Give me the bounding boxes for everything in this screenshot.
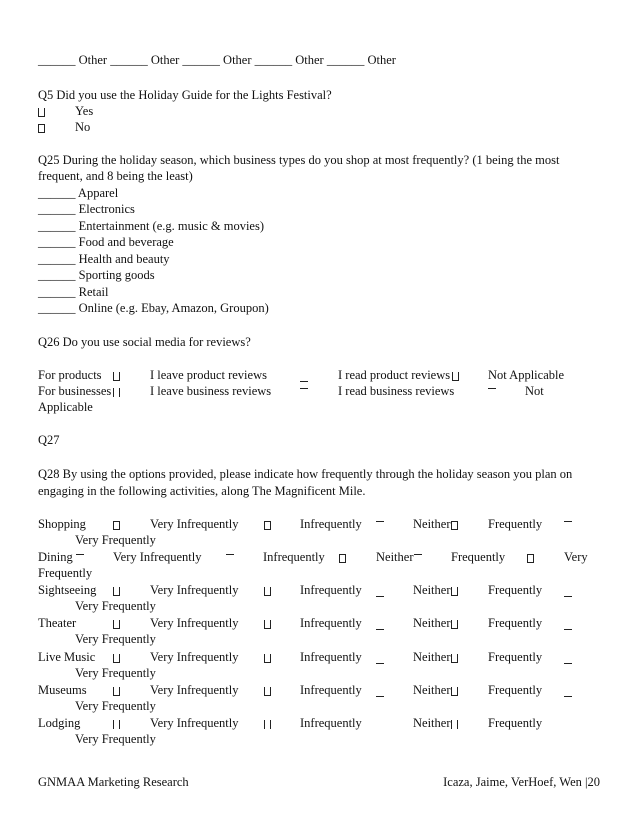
scale-label: Frequently — [488, 517, 543, 531]
scale-label: Very Infrequently — [150, 650, 239, 664]
activity-label: Theater — [38, 616, 77, 630]
shopping-infrequently-checkbox[interactable] — [264, 517, 271, 533]
q26-businesses-read-checkbox[interactable] — [300, 380, 308, 396]
scale-label: Infrequently — [300, 650, 362, 664]
scale-label: Infrequently — [300, 683, 362, 697]
scale-label: Infrequently — [300, 716, 362, 730]
scale-label: Very — [564, 550, 588, 564]
activity-label: Sightseeing — [38, 583, 97, 597]
museums-very-frequently-checkbox[interactable] — [564, 682, 572, 698]
scale-label: Frequently — [488, 683, 543, 697]
q26-businesses-read-label: I read business reviews — [338, 384, 455, 398]
q5-yes-checkbox[interactable] — [38, 104, 45, 120]
scale-label: Very Frequently — [75, 533, 156, 547]
sightseeing-very-frequently-checkbox[interactable] — [564, 582, 572, 598]
lodging-infrequently-checkbox[interactable] — [264, 716, 271, 732]
footer-left: GNMAA Marketing Research — [38, 775, 189, 789]
q25-item-retail: ______ Retail — [38, 285, 109, 299]
scale-label: Very Infrequently — [150, 517, 239, 531]
theater-frequently-checkbox[interactable] — [451, 616, 458, 632]
q25-item-health: ______ Health and beauty — [38, 252, 170, 266]
scale-label: Frequently — [488, 716, 543, 730]
footer-right: Icaza, Jaime, VerHoef, Wen |20 — [443, 775, 600, 789]
scale-label: Very Infrequently — [113, 550, 202, 564]
q27-question: Q27 — [38, 433, 60, 447]
dining-very-infrequently-checkbox[interactable] — [76, 546, 84, 562]
sightseeing-frequently-checkbox[interactable] — [451, 583, 458, 599]
q25-item-food: ______ Food and beverage — [38, 235, 174, 249]
activity-label: Live Music — [38, 650, 96, 664]
q25-item-online: ______ Online (e.g. Ebay, Amazon, Groupon) — [38, 301, 269, 315]
other-blanks-line: ______ Other ______ Other ______ Other ______ Other ______ Other — [38, 53, 396, 67]
sightseeing-very-infrequently-checkbox[interactable] — [113, 583, 120, 599]
sightseeing-neither-checkbox[interactable] — [376, 582, 384, 598]
dining-neither-checkbox[interactable] — [339, 550, 346, 566]
scale-label: Very Infrequently — [150, 716, 239, 730]
scale-label: Infrequently — [300, 616, 362, 630]
scale-label: Very Infrequently — [150, 683, 239, 697]
shopping-frequently-checkbox[interactable] — [451, 517, 458, 533]
activity-label: Museums — [38, 683, 87, 697]
theater-infrequently-checkbox[interactable] — [264, 616, 271, 632]
activity-label: Shopping — [38, 517, 86, 531]
livemusic-frequently-checkbox[interactable] — [451, 650, 458, 666]
scale-label: Neither — [413, 583, 451, 597]
q26-products-leave-label: I leave product reviews — [150, 368, 267, 382]
scale-label: Neither — [413, 616, 451, 630]
q28-question-line1: Q28 By using the options provided, please indicate how frequently through the holiday season you plan on — [38, 467, 573, 481]
theater-neither-checkbox[interactable] — [376, 615, 384, 631]
shopping-neither-checkbox[interactable] — [376, 513, 384, 529]
q25-question-line2: frequent, and 8 being the least) — [38, 169, 193, 183]
dining-frequently-checkbox[interactable] — [414, 546, 422, 562]
dining-infrequently-checkbox[interactable] — [226, 546, 234, 562]
livemusic-neither-checkbox[interactable] — [376, 649, 384, 665]
scale-label: Neither — [413, 716, 451, 730]
scale-label: Neither — [413, 517, 451, 531]
theater-very-frequently-checkbox[interactable] — [564, 615, 572, 631]
q5-no-label: No — [75, 120, 91, 134]
scale-label: Infrequently — [300, 517, 362, 531]
sightseeing-infrequently-checkbox[interactable] — [264, 583, 271, 599]
dining-very-frequently-checkbox[interactable] — [527, 550, 534, 566]
q5-yes-label: Yes — [75, 104, 94, 118]
lodging-neither-checkbox[interactable] — [451, 716, 458, 732]
q26-products-leave-checkbox[interactable] — [113, 368, 120, 384]
scale-label: Frequently — [488, 616, 543, 630]
scale-label: Infrequently — [263, 550, 325, 564]
scale-label: Frequently — [488, 583, 543, 597]
q26-businesses-na-checkbox[interactable] — [488, 380, 496, 396]
q25-item-electronics: ______ Electronics — [38, 202, 135, 216]
scale-label: Infrequently — [300, 583, 362, 597]
scale-label: Neither — [413, 650, 451, 664]
q25-item-sporting: ______ Sporting goods — [38, 268, 155, 282]
livemusic-very-infrequently-checkbox[interactable] — [113, 650, 120, 666]
q26-businesses-leave-label: I leave business reviews — [150, 384, 272, 398]
q26-businesses-leave-checkbox[interactable] — [113, 384, 120, 400]
scale-label: Very Frequently — [75, 632, 156, 646]
activity-label: Dining — [38, 550, 73, 564]
scale-label: Very Infrequently — [150, 616, 239, 630]
activity-label: Lodging — [38, 716, 81, 730]
q26-products-na-checkbox[interactable] — [452, 368, 459, 384]
museums-neither-checkbox[interactable] — [376, 682, 384, 698]
q5-question: Q5 Did you use the Holiday Guide for the Lights Festival? — [38, 88, 332, 102]
q26-products-label: For products — [38, 368, 102, 382]
shopping-very-infrequently-checkbox[interactable] — [113, 517, 120, 533]
shopping-very-frequently-checkbox[interactable] — [564, 513, 572, 529]
scale-label: Frequently — [451, 550, 506, 564]
scale-label: Very Frequently — [75, 732, 156, 746]
q26-products-na-label: Not Applicable — [488, 368, 565, 382]
q26-products-read-label: I read product reviews — [338, 368, 451, 382]
livemusic-very-frequently-checkbox[interactable] — [564, 649, 572, 665]
museums-infrequently-checkbox[interactable] — [264, 683, 271, 699]
scale-label: Frequently — [38, 566, 93, 580]
lodging-very-infrequently-checkbox[interactable] — [113, 716, 120, 732]
q26-businesses-na-label-a: Not — [525, 384, 544, 398]
q25-question-line1: Q25 During the holiday season, which business types do you shop at most frequently? (1 being the most — [38, 153, 560, 167]
q5-no-checkbox[interactable] — [38, 120, 45, 136]
livemusic-infrequently-checkbox[interactable] — [264, 650, 271, 666]
scale-label: Neither — [376, 550, 414, 564]
q26-businesses-label: For businesses — [38, 384, 112, 398]
q25-item-apparel: ______ Apparel — [38, 186, 119, 200]
q28-question-line2: engaging in the following activities, along The Magnificent Mile. — [38, 484, 366, 498]
scale-label: Neither — [413, 683, 451, 697]
q26-question: Q26 Do you use social media for reviews? — [38, 335, 251, 349]
scale-label: Very Frequently — [75, 599, 156, 613]
scale-label: Very Frequently — [75, 666, 156, 680]
museums-very-infrequently-checkbox[interactable] — [113, 683, 120, 699]
q25-item-entertainment: ______ Entertainment (e.g. music & movies) — [38, 219, 264, 233]
scale-label: Frequently — [488, 650, 543, 664]
q26-businesses-na-label-b: Applicable — [38, 400, 93, 414]
theater-very-infrequently-checkbox[interactable] — [113, 616, 120, 632]
scale-label: Very Frequently — [75, 699, 156, 713]
scale-label: Very Infrequently — [150, 583, 239, 597]
museums-frequently-checkbox[interactable] — [451, 683, 458, 699]
